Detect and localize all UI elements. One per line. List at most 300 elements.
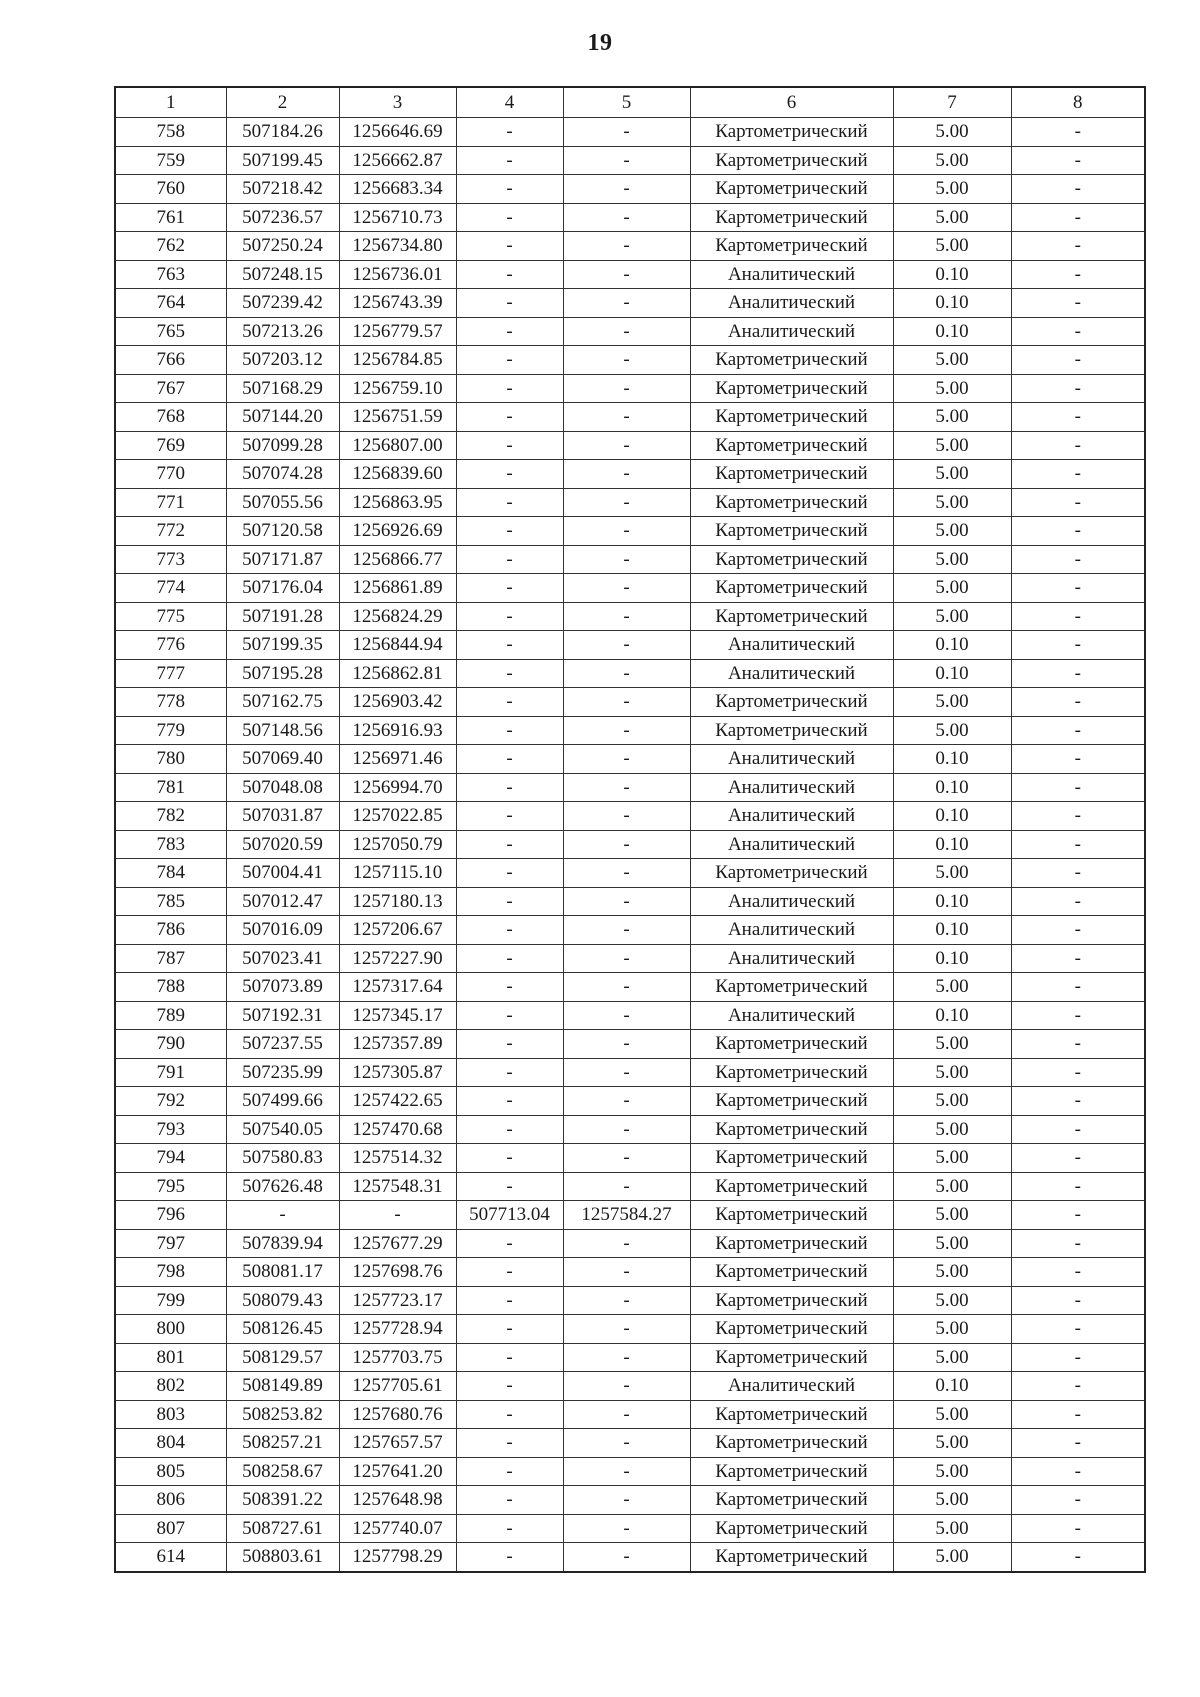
description-cell: - (1011, 346, 1145, 375)
x-coordinate-cell: 508126.45 (226, 1315, 339, 1344)
y-new-cell: - (563, 1087, 690, 1116)
accuracy-cell: 0.10 (893, 745, 1011, 774)
y-new-cell: - (563, 403, 690, 432)
x-coordinate-cell: 507235.99 (226, 1058, 339, 1087)
y-new-cell: - (563, 631, 690, 660)
y-coordinate-cell: 1257022.85 (339, 802, 456, 831)
x-new-cell: - (456, 1001, 563, 1030)
table-row (115, 1457, 1145, 1486)
x-new-cell: - (456, 1486, 563, 1515)
point-number-cell: 782 (115, 802, 226, 831)
method-cell: Картометрический (690, 118, 893, 147)
y-coordinate-cell: 1257698.76 (339, 1258, 456, 1287)
accuracy-cell: 0.10 (893, 317, 1011, 346)
x-new-cell: - (456, 1058, 563, 1087)
point-number-cell: 767 (115, 374, 226, 403)
description-cell: - (1011, 1286, 1145, 1315)
accuracy-cell: 5.00 (893, 203, 1011, 232)
method-cell: Картометрический (690, 688, 893, 717)
method-cell: Аналитический (690, 631, 893, 660)
x-new-cell: - (456, 431, 563, 460)
y-new-cell: - (563, 1258, 690, 1287)
table-row (115, 859, 1145, 888)
x-coordinate-cell: 507162.75 (226, 688, 339, 717)
accuracy-cell: 5.00 (893, 688, 1011, 717)
table-row (115, 175, 1145, 204)
point-number-cell: 776 (115, 631, 226, 660)
x-coordinate-cell: 508727.61 (226, 1514, 339, 1543)
x-new-cell: - (456, 1514, 563, 1543)
description-cell: - (1011, 602, 1145, 631)
x-coordinate-cell: 507004.41 (226, 859, 339, 888)
y-new-cell: - (563, 374, 690, 403)
x-new-cell: - (456, 830, 563, 859)
point-number-cell: 795 (115, 1172, 226, 1201)
x-new-cell: - (456, 175, 563, 204)
y-new-cell: - (563, 1372, 690, 1401)
y-coordinate-cell: 1257422.65 (339, 1087, 456, 1116)
x-new-cell: - (456, 346, 563, 375)
x-coordinate-cell: 507020.59 (226, 830, 339, 859)
table-row (115, 1030, 1145, 1059)
accuracy-cell: 0.10 (893, 887, 1011, 916)
y-coordinate-cell: 1256844.94 (339, 631, 456, 660)
y-coordinate-cell: 1256861.89 (339, 574, 456, 603)
header-row (115, 87, 1145, 118)
accuracy-cell: 0.10 (893, 944, 1011, 973)
accuracy-cell: 5.00 (893, 431, 1011, 460)
method-cell: Картометрический (690, 1030, 893, 1059)
method-cell: Картометрический (690, 431, 893, 460)
point-number-cell: 768 (115, 403, 226, 432)
point-number-cell: 803 (115, 1400, 226, 1429)
table-row (115, 830, 1145, 859)
table-row (115, 1486, 1145, 1515)
description-cell: - (1011, 1229, 1145, 1258)
x-coordinate-cell: 507540.05 (226, 1115, 339, 1144)
y-new-cell: - (563, 232, 690, 261)
accuracy-cell: 5.00 (893, 973, 1011, 1002)
y-new-cell: - (563, 1229, 690, 1258)
y-new-cell: - (563, 317, 690, 346)
x-new-cell: - (456, 203, 563, 232)
x-new-cell: - (456, 1030, 563, 1059)
x-new-cell: - (456, 1400, 563, 1429)
y-coordinate-cell: 1257657.57 (339, 1429, 456, 1458)
y-coordinate-cell: 1256903.42 (339, 688, 456, 717)
description-cell: - (1011, 1315, 1145, 1344)
method-cell: Картометрический (690, 403, 893, 432)
y-new-cell: - (563, 118, 690, 147)
x-new-cell: 507713.04 (456, 1201, 563, 1230)
method-cell: Картометрический (690, 1058, 893, 1087)
table-row (115, 517, 1145, 546)
y-coordinate-cell: 1257740.07 (339, 1514, 456, 1543)
x-coordinate-cell: 508803.61 (226, 1543, 339, 1572)
x-new-cell: - (456, 1286, 563, 1315)
description-cell: - (1011, 488, 1145, 517)
y-new-cell: - (563, 1486, 690, 1515)
method-cell: Картометрический (690, 1343, 893, 1372)
y-coordinate-cell: 1257470.68 (339, 1115, 456, 1144)
y-coordinate-cell: 1256779.57 (339, 317, 456, 346)
accuracy-cell: 5.00 (893, 175, 1011, 204)
method-cell: Картометрический (690, 1315, 893, 1344)
method-cell: Картометрический (690, 203, 893, 232)
accuracy-cell: 0.10 (893, 631, 1011, 660)
point-number-cell: 762 (115, 232, 226, 261)
y-coordinate-cell: 1256736.01 (339, 260, 456, 289)
point-number-cell: 799 (115, 1286, 226, 1315)
x-coordinate-cell: 508079.43 (226, 1286, 339, 1315)
point-number-cell: 771 (115, 488, 226, 517)
y-new-cell: - (563, 688, 690, 717)
table-row (115, 716, 1145, 745)
x-new-cell: - (456, 1315, 563, 1344)
accuracy-cell: 5.00 (893, 1030, 1011, 1059)
accuracy-cell: 5.00 (893, 118, 1011, 147)
x-coordinate-cell: 508258.67 (226, 1457, 339, 1486)
table-row (115, 460, 1145, 489)
x-coordinate-cell: 507171.87 (226, 545, 339, 574)
y-coordinate-cell: 1257180.13 (339, 887, 456, 916)
x-coordinate-cell: 507069.40 (226, 745, 339, 774)
y-coordinate-cell: 1257514.32 (339, 1144, 456, 1173)
point-number-cell: 785 (115, 887, 226, 916)
point-number-cell: 804 (115, 1429, 226, 1458)
y-new-cell: - (563, 203, 690, 232)
point-number-cell: 764 (115, 289, 226, 318)
description-cell: - (1011, 745, 1145, 774)
description-cell: - (1011, 1457, 1145, 1486)
method-cell: Аналитический (690, 802, 893, 831)
table-row (115, 1087, 1145, 1116)
method-cell: Картометрический (690, 716, 893, 745)
method-cell: Картометрический (690, 1115, 893, 1144)
table-row (115, 203, 1145, 232)
description-cell: - (1011, 1087, 1145, 1116)
y-new-cell: - (563, 1400, 690, 1429)
y-new-cell: - (563, 1457, 690, 1486)
table-row (115, 1286, 1145, 1315)
x-new-cell: - (456, 631, 563, 660)
x-new-cell: - (456, 517, 563, 546)
table-row (115, 887, 1145, 916)
method-cell: Картометрический (690, 1087, 893, 1116)
table-row (115, 1343, 1145, 1372)
y-coordinate-cell: 1256863.95 (339, 488, 456, 517)
table-row (115, 973, 1145, 1002)
x-new-cell: - (456, 916, 563, 945)
description-cell: - (1011, 574, 1145, 603)
accuracy-cell: 5.00 (893, 232, 1011, 261)
accuracy-cell: 5.00 (893, 1429, 1011, 1458)
x-new-cell: - (456, 745, 563, 774)
method-cell: Картометрический (690, 1400, 893, 1429)
table-row (115, 773, 1145, 802)
method-cell: Аналитический (690, 1372, 893, 1401)
y-coordinate-cell: 1256807.00 (339, 431, 456, 460)
y-coordinate-cell: 1257050.79 (339, 830, 456, 859)
y-coordinate-cell: 1256971.46 (339, 745, 456, 774)
description-cell: - (1011, 631, 1145, 660)
accuracy-cell: 0.10 (893, 916, 1011, 945)
description-cell: - (1011, 317, 1145, 346)
method-cell: Картометрический (690, 146, 893, 175)
table-row (115, 488, 1145, 517)
x-coordinate-cell: 507839.94 (226, 1229, 339, 1258)
y-new-cell: - (563, 431, 690, 460)
column-header-3: 3 (339, 87, 456, 118)
x-coordinate-cell: 507213.26 (226, 317, 339, 346)
description-cell: - (1011, 773, 1145, 802)
point-number-cell: 787 (115, 944, 226, 973)
x-coordinate-cell: 507074.28 (226, 460, 339, 489)
accuracy-cell: 5.00 (893, 1144, 1011, 1173)
point-number-cell: 797 (115, 1229, 226, 1258)
accuracy-cell: 5.00 (893, 374, 1011, 403)
method-cell: Картометрический (690, 346, 893, 375)
accuracy-cell: 0.10 (893, 802, 1011, 831)
point-number-cell: 774 (115, 574, 226, 603)
accuracy-cell: 0.10 (893, 1001, 1011, 1030)
column-header-4: 4 (456, 87, 563, 118)
y-coordinate-cell: 1256743.39 (339, 289, 456, 318)
method-cell: Картометрический (690, 1457, 893, 1486)
y-coordinate-cell: - (339, 1201, 456, 1230)
table-row (115, 431, 1145, 460)
description-cell: - (1011, 118, 1145, 147)
accuracy-cell: 0.10 (893, 773, 1011, 802)
y-new-cell: - (563, 830, 690, 859)
method-cell: Картометрический (690, 517, 893, 546)
x-new-cell: - (456, 260, 563, 289)
x-coordinate-cell: 507016.09 (226, 916, 339, 945)
accuracy-cell: 5.00 (893, 1543, 1011, 1572)
table-header (115, 87, 1145, 118)
point-number-cell: 789 (115, 1001, 226, 1030)
point-number-cell: 793 (115, 1115, 226, 1144)
y-coordinate-cell: 1256759.10 (339, 374, 456, 403)
accuracy-cell: 0.10 (893, 289, 1011, 318)
point-number-cell: 760 (115, 175, 226, 204)
y-coordinate-cell: 1257206.67 (339, 916, 456, 945)
point-number-cell: 794 (115, 1144, 226, 1173)
x-new-cell: - (456, 232, 563, 261)
description-cell: - (1011, 659, 1145, 688)
accuracy-cell: 5.00 (893, 1201, 1011, 1230)
method-cell: Аналитический (690, 887, 893, 916)
table-row (115, 403, 1145, 432)
point-number-cell: 780 (115, 745, 226, 774)
method-cell: Картометрический (690, 602, 893, 631)
y-new-cell: - (563, 887, 690, 916)
y-new-cell: - (563, 859, 690, 888)
point-number-cell: 772 (115, 517, 226, 546)
method-cell: Картометрический (690, 1258, 893, 1287)
description-cell: - (1011, 688, 1145, 717)
accuracy-cell: 5.00 (893, 1229, 1011, 1258)
y-new-cell: - (563, 1172, 690, 1201)
x-coordinate-cell: 507099.28 (226, 431, 339, 460)
x-new-cell: - (456, 289, 563, 318)
method-cell: Картометрический (690, 973, 893, 1002)
description-cell: - (1011, 1030, 1145, 1059)
y-new-cell: - (563, 1514, 690, 1543)
x-coordinate-cell: 507031.87 (226, 802, 339, 831)
description-cell: - (1011, 944, 1145, 973)
accuracy-cell: 5.00 (893, 1087, 1011, 1116)
table-row (115, 260, 1145, 289)
y-coordinate-cell: 1256683.34 (339, 175, 456, 204)
x-coordinate-cell: 507237.55 (226, 1030, 339, 1059)
y-new-cell: - (563, 1286, 690, 1315)
x-new-cell: - (456, 118, 563, 147)
y-coordinate-cell: 1257357.89 (339, 1030, 456, 1059)
y-coordinate-cell: 1256662.87 (339, 146, 456, 175)
y-new-cell: - (563, 602, 690, 631)
y-new-cell: - (563, 460, 690, 489)
method-cell: Картометрический (690, 374, 893, 403)
table-row (115, 1201, 1145, 1230)
y-coordinate-cell: 1257728.94 (339, 1315, 456, 1344)
table-row (115, 659, 1145, 688)
description-cell: - (1011, 289, 1145, 318)
method-cell: Картометрический (690, 859, 893, 888)
y-coordinate-cell: 1257705.61 (339, 1372, 456, 1401)
x-new-cell: - (456, 944, 563, 973)
y-new-cell: - (563, 1001, 690, 1030)
table-row (115, 346, 1145, 375)
accuracy-cell: 5.00 (893, 1486, 1011, 1515)
y-new-cell: - (563, 1115, 690, 1144)
accuracy-cell: 5.00 (893, 146, 1011, 175)
method-cell: Картометрический (690, 1514, 893, 1543)
accuracy-cell: 5.00 (893, 1514, 1011, 1543)
point-number-cell: 784 (115, 859, 226, 888)
table-row (115, 916, 1145, 945)
description-cell: - (1011, 203, 1145, 232)
accuracy-cell: 5.00 (893, 859, 1011, 888)
y-coordinate-cell: 1256916.93 (339, 716, 456, 745)
x-new-cell: - (456, 802, 563, 831)
point-number-cell: 806 (115, 1486, 226, 1515)
x-new-cell: - (456, 374, 563, 403)
point-number-cell: 770 (115, 460, 226, 489)
x-coordinate-cell: 507248.15 (226, 260, 339, 289)
method-cell: Аналитический (690, 830, 893, 859)
table-row (115, 1229, 1145, 1258)
accuracy-cell: 5.00 (893, 403, 1011, 432)
method-cell: Аналитический (690, 773, 893, 802)
x-new-cell: - (456, 659, 563, 688)
y-coordinate-cell: 1257305.87 (339, 1058, 456, 1087)
point-number-cell: 801 (115, 1343, 226, 1372)
method-cell: Аналитический (690, 659, 893, 688)
method-cell: Картометрический (690, 1172, 893, 1201)
table-row (115, 602, 1145, 631)
x-new-cell: - (456, 1087, 563, 1116)
accuracy-cell: 5.00 (893, 1172, 1011, 1201)
x-new-cell: - (456, 1115, 563, 1144)
y-coordinate-cell: 1256866.77 (339, 545, 456, 574)
x-new-cell: - (456, 460, 563, 489)
x-new-cell: - (456, 1543, 563, 1572)
y-new-cell: - (563, 973, 690, 1002)
x-new-cell: - (456, 1343, 563, 1372)
y-coordinate-cell: 1256784.85 (339, 346, 456, 375)
method-cell: Картометрический (690, 1229, 893, 1258)
y-new-cell: - (563, 1315, 690, 1344)
y-coordinate-cell: 1256994.70 (339, 773, 456, 802)
description-cell: - (1011, 403, 1145, 432)
description-cell: - (1011, 232, 1145, 261)
description-cell: - (1011, 830, 1145, 859)
x-coordinate-cell: 507144.20 (226, 403, 339, 432)
accuracy-cell: 5.00 (893, 1258, 1011, 1287)
point-number-cell: 802 (115, 1372, 226, 1401)
y-new-cell: - (563, 175, 690, 204)
point-number-cell: 769 (115, 431, 226, 460)
description-cell: - (1011, 175, 1145, 204)
x-new-cell: - (456, 545, 563, 574)
y-new-cell: - (563, 745, 690, 774)
column-header-2: 2 (226, 87, 339, 118)
description-cell: - (1011, 374, 1145, 403)
table-row (115, 1514, 1145, 1543)
method-cell: Картометрический (690, 1144, 893, 1173)
point-number-cell: 763 (115, 260, 226, 289)
y-new-cell: - (563, 260, 690, 289)
y-new-cell: - (563, 1543, 690, 1572)
point-number-cell: 766 (115, 346, 226, 375)
x-coordinate-cell: 507239.42 (226, 289, 339, 318)
accuracy-cell: 5.00 (893, 602, 1011, 631)
y-new-cell: - (563, 346, 690, 375)
accuracy-cell: 5.00 (893, 574, 1011, 603)
x-coordinate-cell: 507192.31 (226, 1001, 339, 1030)
accuracy-cell: 5.00 (893, 1286, 1011, 1315)
point-number-cell: 807 (115, 1514, 226, 1543)
point-number-cell: 778 (115, 688, 226, 717)
x-coordinate-cell: 508081.17 (226, 1258, 339, 1287)
accuracy-cell: 5.00 (893, 517, 1011, 546)
y-coordinate-cell: 1257677.29 (339, 1229, 456, 1258)
y-coordinate-cell: 1257703.75 (339, 1343, 456, 1372)
y-new-cell: - (563, 289, 690, 318)
method-cell: Картометрический (690, 1286, 893, 1315)
method-cell: Аналитический (690, 260, 893, 289)
column-header-8: 8 (1011, 87, 1145, 118)
y-new-cell: - (563, 773, 690, 802)
y-new-cell: - (563, 146, 690, 175)
y-coordinate-cell: 1256824.29 (339, 602, 456, 631)
point-number-cell: 761 (115, 203, 226, 232)
accuracy-cell: 0.10 (893, 260, 1011, 289)
point-number-cell: 800 (115, 1315, 226, 1344)
description-cell: - (1011, 973, 1145, 1002)
y-new-cell: - (563, 944, 690, 973)
y-coordinate-cell: 1256862.81 (339, 659, 456, 688)
x-coordinate-cell: 507580.83 (226, 1144, 339, 1173)
x-new-cell: - (456, 1172, 563, 1201)
description-cell: - (1011, 1514, 1145, 1543)
x-coordinate-cell: 507184.26 (226, 118, 339, 147)
x-coordinate-cell: 507218.42 (226, 175, 339, 204)
accuracy-cell: 5.00 (893, 346, 1011, 375)
description-cell: - (1011, 545, 1145, 574)
table-row (115, 574, 1145, 603)
